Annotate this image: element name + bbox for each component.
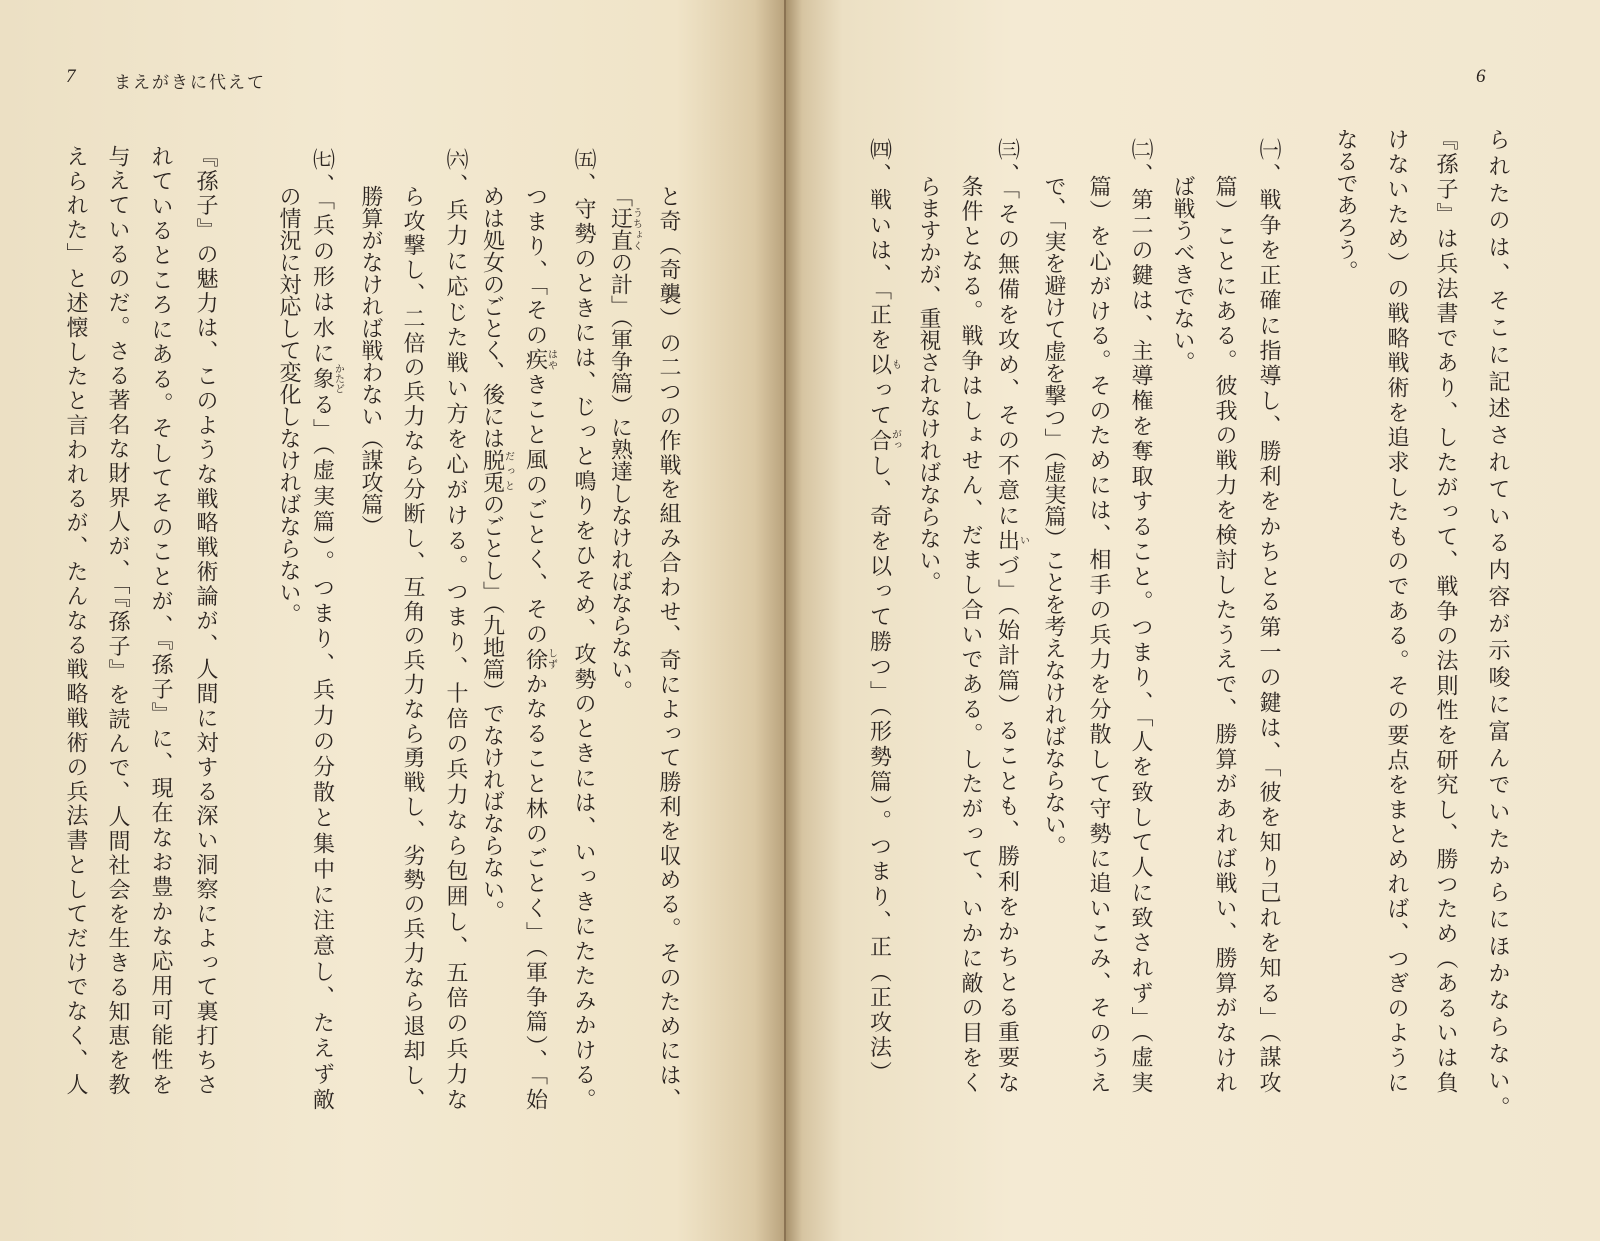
text-segment: の計」（軍争篇）に熟達しなければならない。 <box>607 251 633 702</box>
text-column: ら攻撃し、二倍の兵力なら分断し、互角の兵力なら勇戦し、劣勢の兵力なら退却し、 <box>400 185 425 1110</box>
text-column: 篇）を心がける。そのためには、相手の兵力を分散して守勢に追いこみ、そのうえ <box>1086 175 1111 1093</box>
text-column <box>524 185 556 1110</box>
ruby-text: はや <box>545 348 557 371</box>
text-column: で、「実を避けて虚を撃つ」（虚実篇）ことを考えなければならない。 <box>1041 175 1066 857</box>
ruby-text: がっ <box>889 428 901 451</box>
text-segment: し、奇を以って勝つ」（形勢篇）。つまり、正（正攻法） <box>866 454 892 1084</box>
text-column: なるであろう。 <box>1333 128 1358 282</box>
ruby-annotation <box>479 449 514 493</box>
text-segment: きこと風のごとく、その <box>522 373 548 648</box>
ruby-annotation <box>866 353 901 379</box>
ruby-annotation <box>607 207 642 251</box>
text-column: れているところにある。そしてそのことが、『孫子』に、現在なお豊かな応用可能性を <box>148 145 173 1095</box>
text-column <box>609 185 641 1110</box>
ruby-text: い <box>1017 529 1029 552</box>
ruby-annotation <box>309 363 344 394</box>
text-segment: 「 <box>607 185 633 207</box>
ruby-base: 脱兎 <box>479 449 505 493</box>
text-segment: つまり、「その <box>522 185 548 349</box>
text-column: 『孫子』の魅力は、このような戦略戦術論が、人間に対する深い洞察によって裏打ちさ <box>193 145 218 1095</box>
text-column: の情況に対応して変化しなければならない。 <box>276 185 301 625</box>
text-column: ㈠、戦争を正確に指導し、勝利をかちとる第一の鍵は、「彼を知り己れを知る」（謀攻 <box>1256 138 1281 1093</box>
text-column: らますかが、重視されなければならない。 <box>916 175 941 593</box>
ruby-base: 出 <box>994 529 1020 555</box>
text-segment: づ」（始計篇）ることも、勝利をかちとる重要な <box>994 554 1020 1094</box>
text-column: 『孫子』は兵法書であり、したがって、戦争の法則性を研究し、勝つため（あるいは負 <box>1433 128 1458 1094</box>
page-number-left: 7 <box>66 66 76 87</box>
text-segment: ㈣、戦いは、「正を <box>866 138 892 354</box>
ruby-text: も <box>889 353 901 376</box>
text-column <box>311 148 343 1110</box>
ruby-text: かたど <box>332 363 344 394</box>
text-segment: って <box>866 378 892 429</box>
ruby-text: うちょく <box>630 207 642 251</box>
text-column: られたのは、そこに記述されている内容が示唆に富んでいたからにほかならない。 <box>1485 128 1510 1119</box>
text-segment: のごとし」（九地篇）でなければならない。 <box>479 493 505 922</box>
right-page <box>786 0 1600 1241</box>
text-segment: ㈦、「兵の形は水に <box>309 148 335 368</box>
text-column <box>481 185 513 1110</box>
text-column: ㈤、守勢のときには、じっと鳴りをひそめ、攻勢のときには、いっきにたたみかける。 <box>571 148 596 1110</box>
text-column <box>868 138 900 1083</box>
text-column: 篇）ことにある。彼我の戦力を検討したうえで、勝算があれば戦い、勝算がなけれ <box>1212 175 1237 1093</box>
text-segment: る」（虚実篇）。つまり、兵力の分散と集中に注意し、たえず敵 <box>309 389 335 1111</box>
left-page <box>0 0 786 1241</box>
text-column: えられた」と述懐したと言われるが、たんなる戦略戦術の兵法書としてだけでなく、人 <box>63 145 88 1095</box>
ruby-base: 迂直 <box>607 207 633 251</box>
text-column: と奇（奇襲）の二つの作戦を組み合わせ、奇によって勝利を収める。そのためには、 <box>656 185 681 1110</box>
text-segment: かなること林のごとく」（軍争篇）、「始 <box>522 672 548 1111</box>
ruby-base: 以 <box>866 353 892 379</box>
ruby-annotation <box>522 647 557 673</box>
ruby-annotation <box>866 428 901 455</box>
ruby-annotation <box>994 529 1029 555</box>
text-column: けないため）の戦略戦術を追求したものである。その要点をまとめれば、つぎのように <box>1384 128 1409 1093</box>
text-column: ㈥、兵力に応じた戦い方を心がける。つまり、十倍の兵力なら包囲し、五倍の兵力な <box>443 148 468 1110</box>
text-column: 条件となる。戦争はしょせん、だまし合いである。したがって、いかに敵の目をく <box>958 175 983 1094</box>
text-column <box>996 138 1028 1093</box>
page-number-right: 6 <box>1476 66 1486 87</box>
ruby-annotation <box>522 348 557 374</box>
ruby-base: 徐 <box>522 647 548 673</box>
ruby-base: 象 <box>309 363 335 394</box>
text-segment: めは処女のごとく、後には <box>479 185 505 449</box>
ruby-text: しず <box>545 647 557 670</box>
text-column: ば戦うべきでない。 <box>1170 175 1195 373</box>
ruby-text: だっと <box>502 449 514 493</box>
text-column: ㈡、第二の鍵は、主導権を奪取すること。つまり、「人を致して人に致されず」（虚実 <box>1128 138 1153 1094</box>
running-title: まえがきに代えて <box>114 73 266 93</box>
ruby-base: 疾 <box>522 348 548 374</box>
text-column: 勝算がなければ戦わない（謀攻篇） <box>358 185 383 537</box>
text-segment: ㈢、「その無備を攻め、その不意に <box>994 138 1020 530</box>
ruby-base: 合 <box>866 428 892 455</box>
text-column: 与えているのだ。さる著名な財界人が、「『孫子』を読んで、人間社会を生きる知恵を教 <box>105 145 130 1095</box>
